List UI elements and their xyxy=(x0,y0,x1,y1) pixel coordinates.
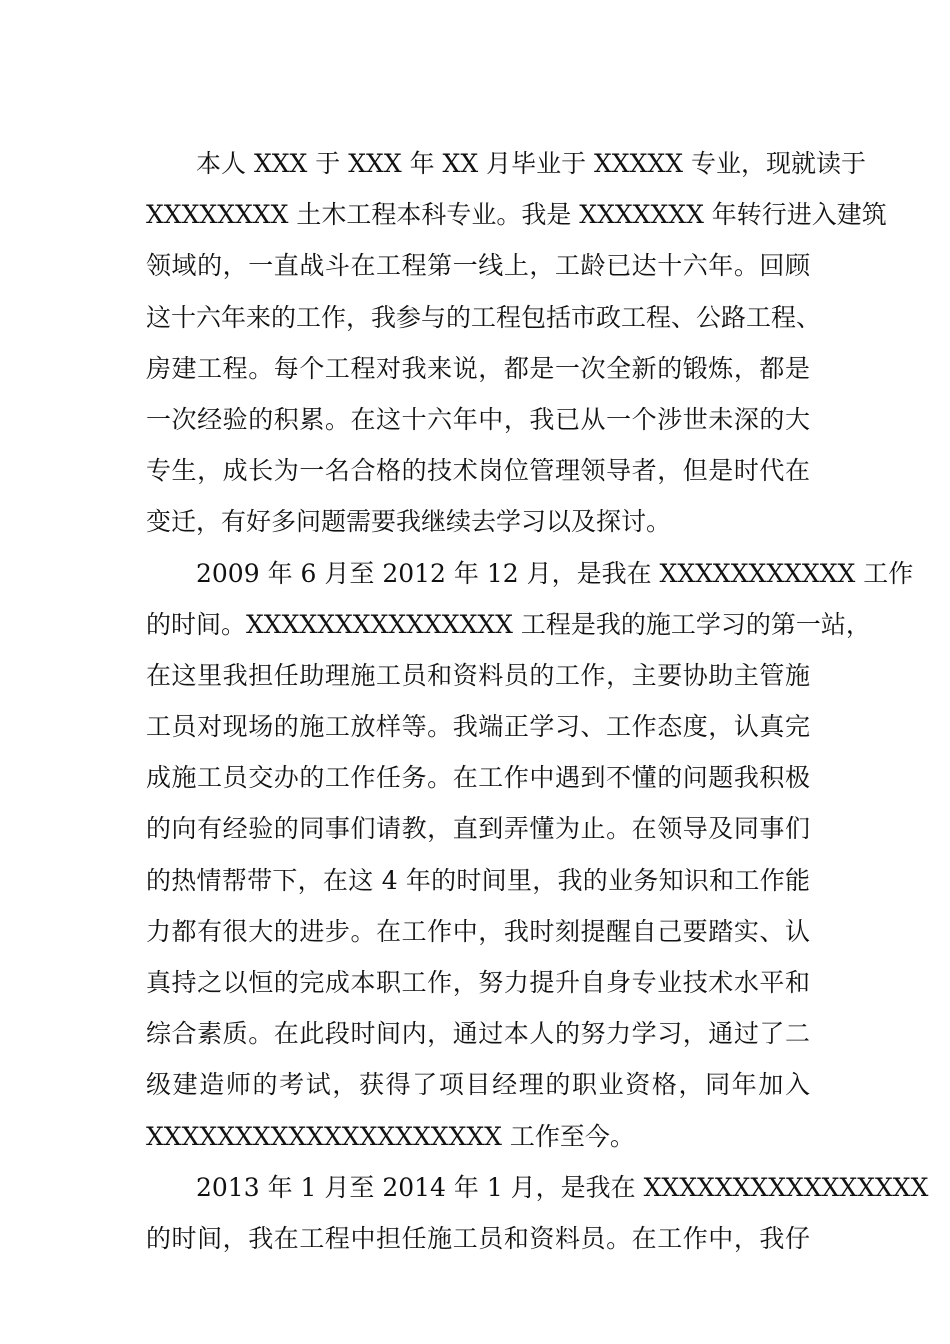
text-line: XXXXXXXX 土木工程本科专业。我是 XXXXXXX 年转行进入建筑 xyxy=(146,200,887,230)
text-line: 真持之以恒的完成本职工作，努力提升自身专业技术水平和 xyxy=(146,968,810,997)
text-line: 专生，成长为一名合格的技术岗位管理领导者，但是时代在 xyxy=(146,456,810,486)
text-line: 2013 年 1 月至 2014 年 1 月，是我在 XXXXXXXXXXXXXXXX xyxy=(196,1172,929,1202)
text-line: 的时间，我在工程中担任施工员和资料员。在工作中，我仔 xyxy=(146,1223,810,1253)
text-line: 综合素质。在此段时间内，通过本人的努力学习，通过了二 xyxy=(146,1019,810,1049)
paragraph-3 xyxy=(146,1162,929,1264)
text-line: 级建造师的考试，获得了项目经理的职业资格，同年加入 xyxy=(146,1070,810,1100)
text-line: 的向有经验的同事们请教，直到弄懂为止。在领导及同事们 xyxy=(146,814,810,844)
text-line: 的热情帮带下，在这 4 年的时间里，我的业务知识和工作能 xyxy=(146,865,810,895)
text-line: 成施工员交办的工作任务。在工作中遇到不懂的问题我积极 xyxy=(146,763,810,793)
text-line: 工员对现场的施工放样等。我端正学习、工作态度，认真完 xyxy=(146,712,810,742)
text-line: 领域的，一直战斗在工程第一线上，工龄已达十六年。回顾 xyxy=(146,251,810,281)
text-line: XXXXXXXXXXXXXXXXXXXX 工作至今。 xyxy=(146,1121,635,1151)
text-line: 力都有很大的进步。在工作中，我时刻提醒自己要踏实、认 xyxy=(146,916,810,946)
paragraph-2 xyxy=(146,548,914,1162)
paragraph-1 xyxy=(146,138,887,548)
text-line: 本人 XXX 于 XXX 年 XX 月毕业于 XXXXX 专业，现就读于 xyxy=(196,149,866,178)
document-body xyxy=(146,138,929,1264)
text-line: 一次经验的积累。在这十六年中，我已从一个涉世未深的大 xyxy=(146,404,810,434)
text-line: 在这里我担任助理施工员和资料员的工作，主要协助主管施 xyxy=(146,660,810,690)
text-line: 的时间。XXXXXXXXXXXXXXX 工程是我的施工学习的第一站， xyxy=(146,609,871,639)
text-line: 2009 年 6 月至 2012 年 12 月，是我在 XXXXXXXXXXX 工作 xyxy=(196,558,914,588)
text-line: 这十六年来的工作，我参与的工程包括市政工程、公路工程、 xyxy=(146,302,822,332)
text-line: 房建工程。每个工程对我来说，都是一次全新的锻炼，都是 xyxy=(146,353,810,383)
text-line: 变迁，有好多问题需要我继续去学习以及探讨。 xyxy=(146,507,672,537)
